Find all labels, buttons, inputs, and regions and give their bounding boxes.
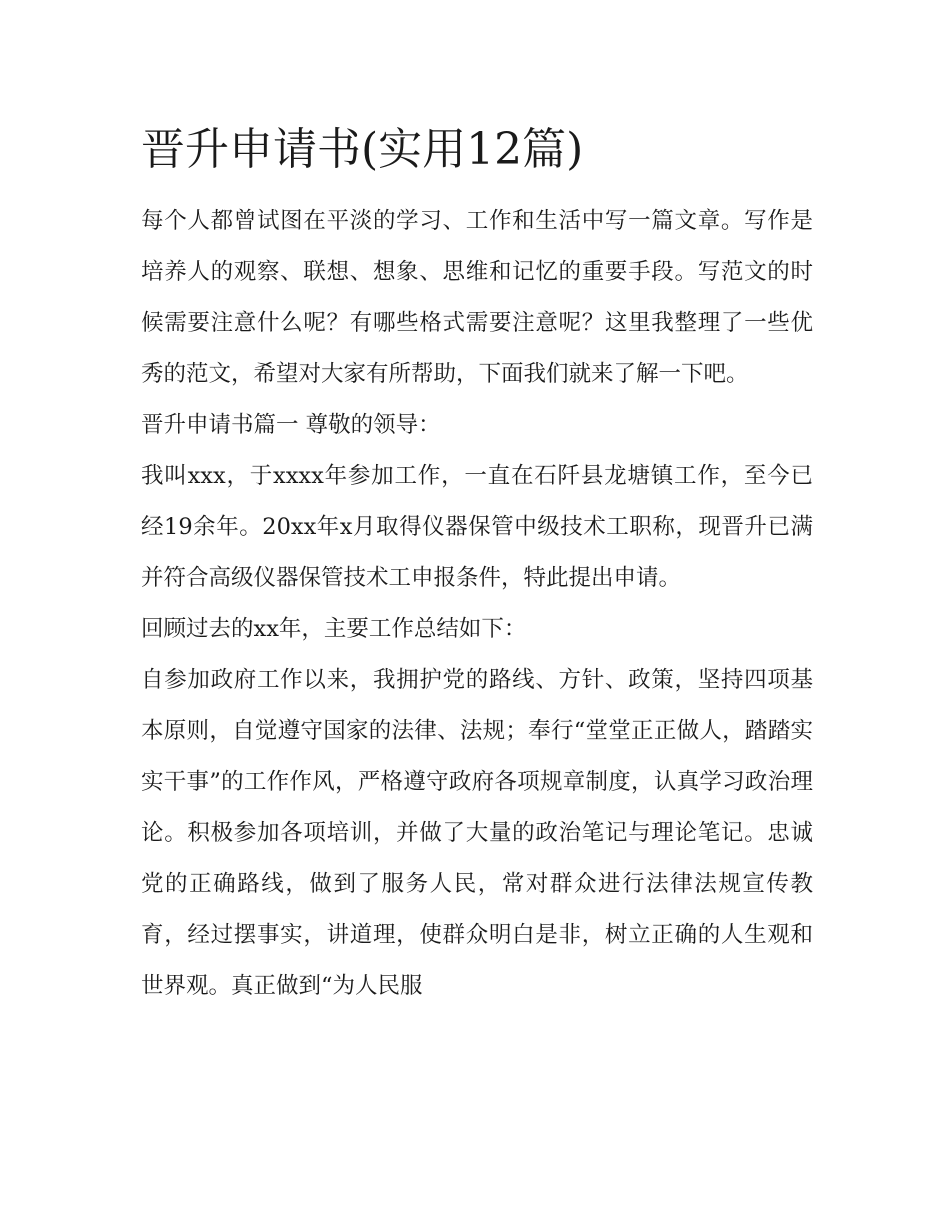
review-lead-paragraph: 回顾过去的xx年，主要工作总结如下：	[141, 616, 527, 642]
document-body	[141, 118, 813, 1012]
intro-paragraph: 每个人都曾试图在平淡的学习、工作和生活中写一篇文章。写作是培养人的观察、联想、想象、思维和记忆的重要手段。写范文的时候需要注意什么呢？有哪些格式需要注意呢？这里我整理了一些优秀的范文，希望对大家有所帮助，下面我们就来了解一下吧。	[141, 208, 813, 387]
section-heading-paragraph: 晋升申请书篇一 尊敬的领导：	[141, 412, 441, 438]
work-summary-paragraph: 自参加政府工作以来，我拥护党的路线、方针、政策，坚持四项基本原则，自觉遵守国家的法律、法规；奉行“堂堂正正做人，踏踏实实干事”的工作作风，严格遵守政府各项规章制度，认真学习政治理论。积极参加各项培训，并做了大量的政治笔记与理论笔记。忠诚党的正确路线，做到了服务人民，常对群众进行法律法规宣传教育，经过摆事实，讲道理，使群众明白是非，树立正确的人生观和世界观。真正做到“为人民服	[141, 667, 813, 999]
self-introduction-paragraph: 我叫xxx，于xxxx年参加工作，一直在石阡县龙塘镇工作，至今已经19余年。20xx年x月取得仪器保管中级技术工职称，现晋升已满并符合高级仪器保管技术工申报条件，特此提出申请。	[141, 463, 813, 591]
document-title: 晋升申请书(实用12篇)	[141, 124, 584, 175]
